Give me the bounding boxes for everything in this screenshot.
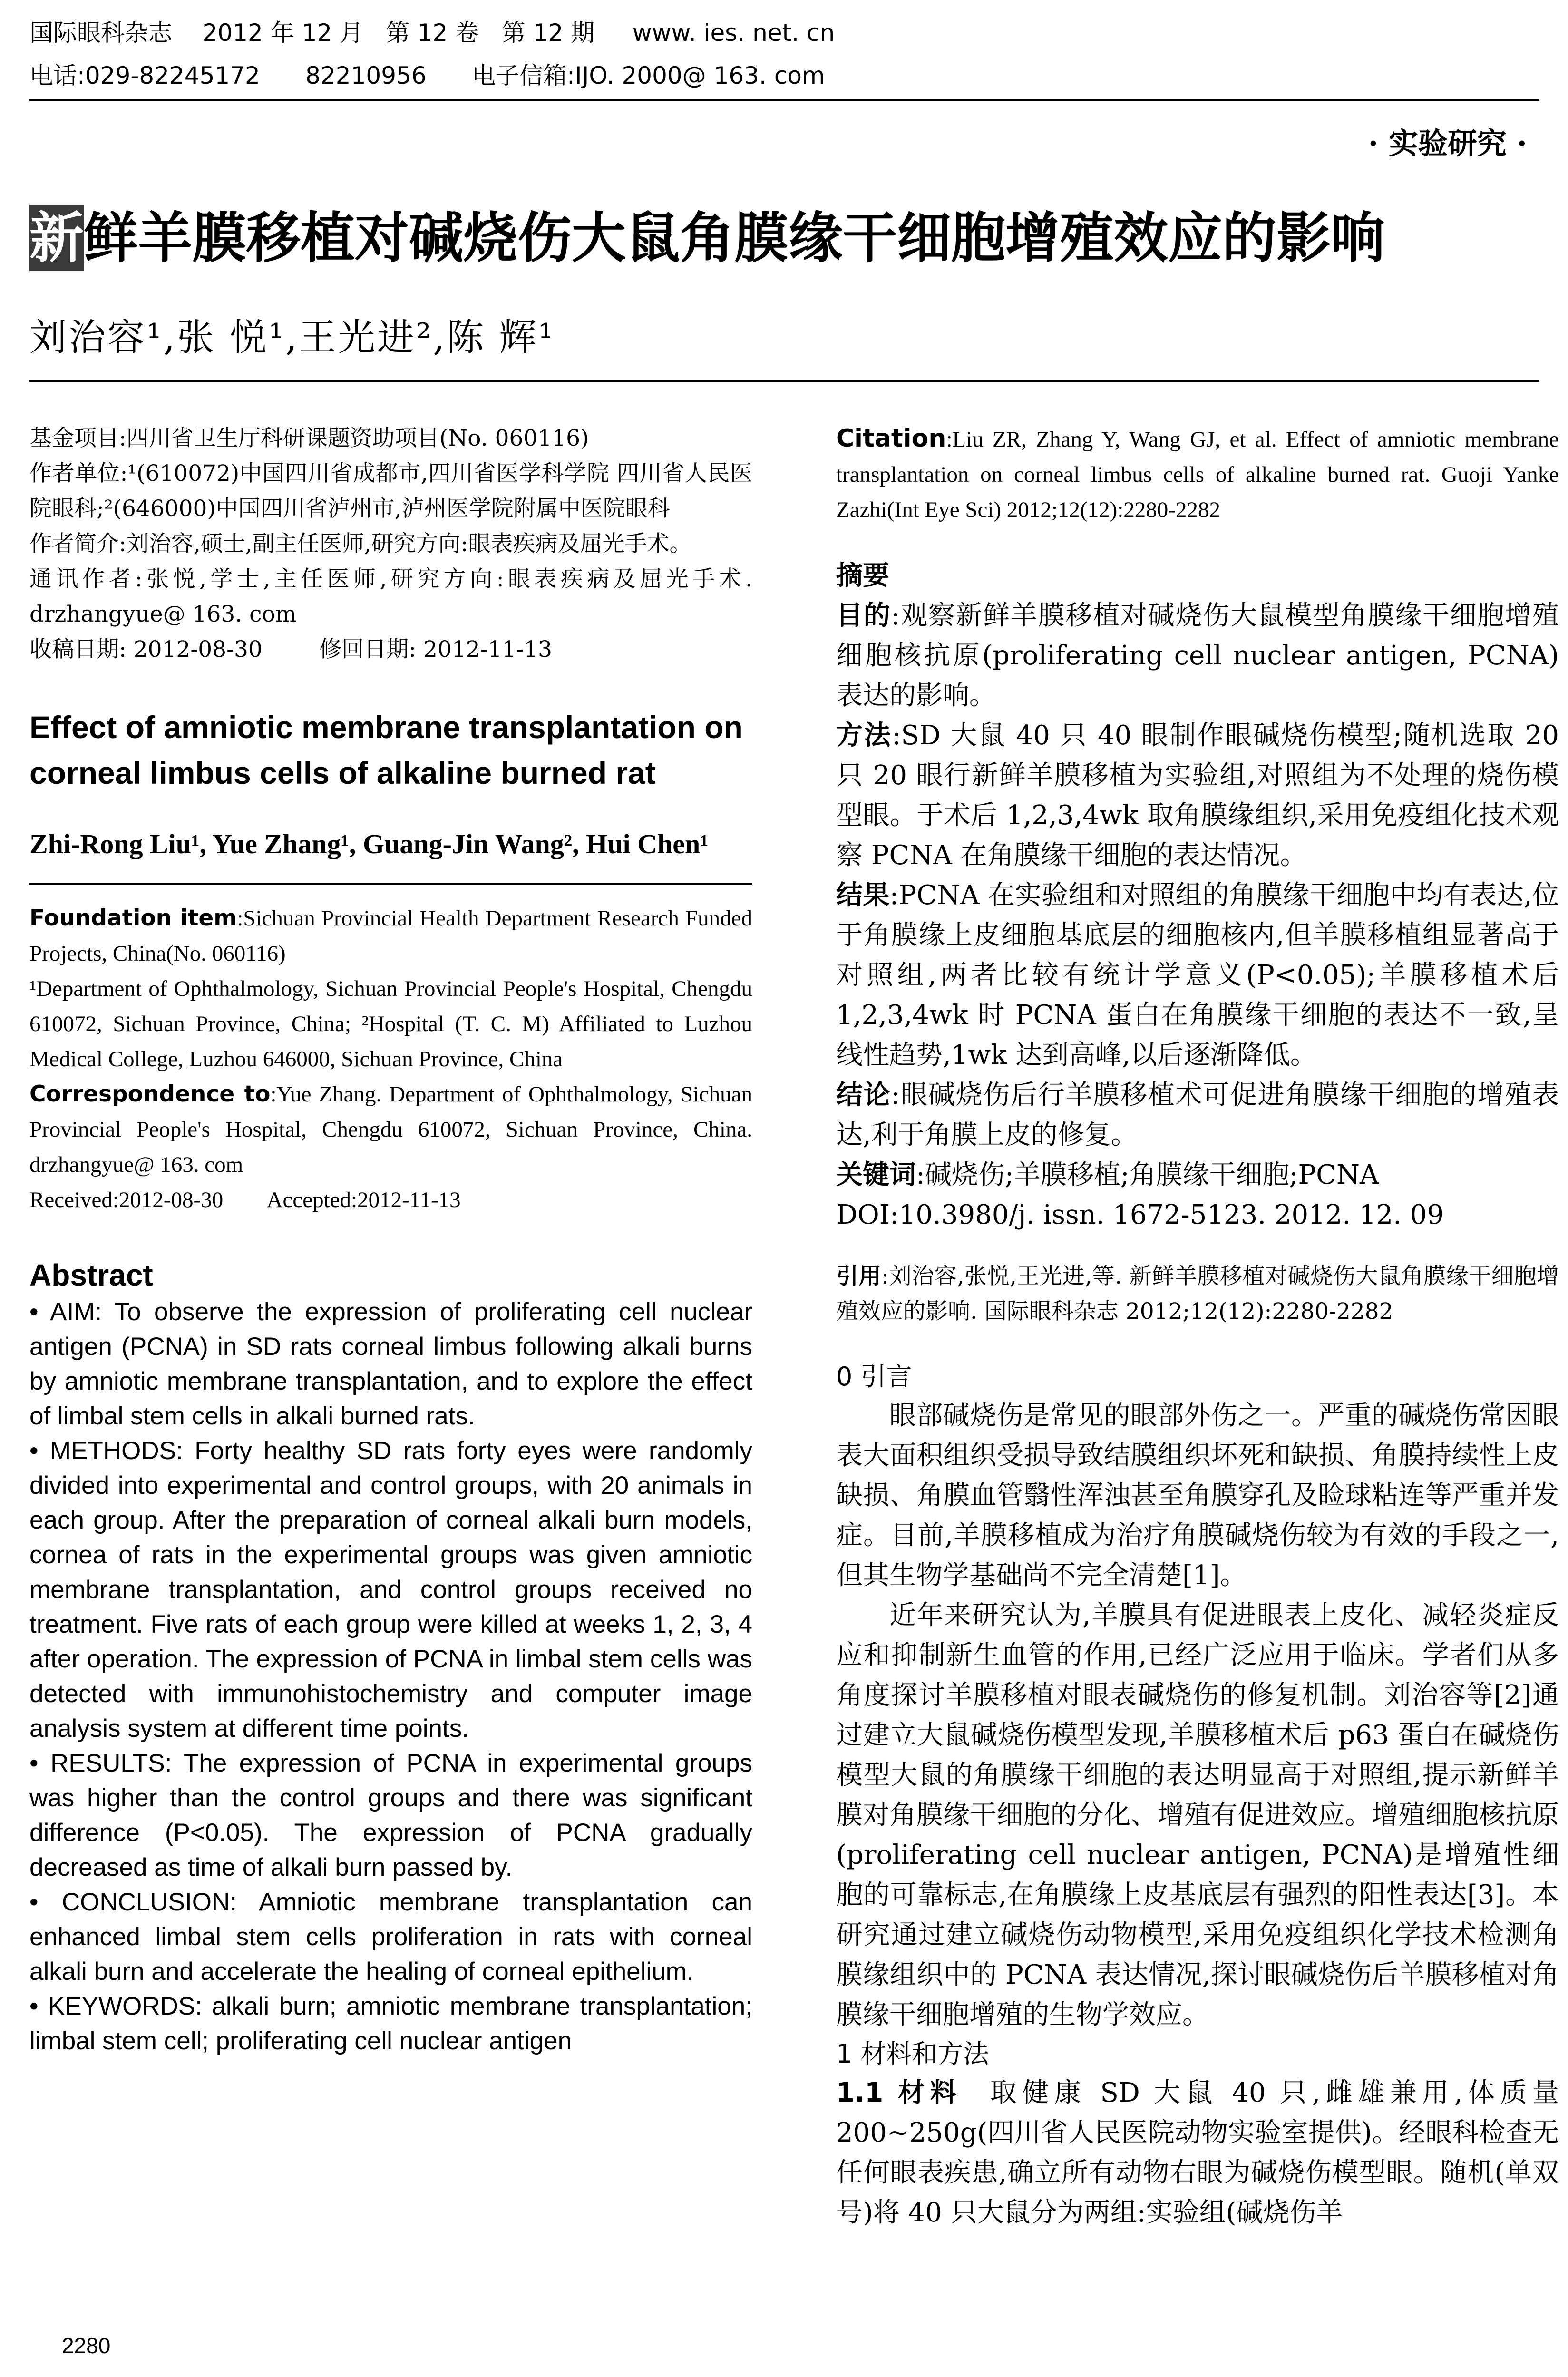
materials-body <box>836 2073 1568 2233</box>
affiliation-en: ¹Department of Ophthalmology, Sichuan Provincial People's Hospital, Chengdu 610072, Sichuan Province, China; ²Hospital (T. C. M) Affiliated to Luzhou Medical College, Luzhou 646000, Sichuan Province, China <box>29 976 752 1072</box>
left-column <box>29 421 752 2058</box>
cite-label: 引用 <box>836 1263 882 1289</box>
conclusion-text: :眼碱烧伤后行羊膜移植术可促进角膜缘干细胞的增殖表达,利于角膜上皮的修复。 <box>836 1080 1559 1150</box>
cite-cn-block <box>836 1259 1559 1329</box>
abstract-heading-en: Abstract <box>29 1258 153 1292</box>
citation-text: :Liu ZR, Zhang Y, Wang GJ, et al. Effect of amniotic membrane transplantation on corneal limbus cells of alkaline burned rat. Guoji Yanke Zazhi(Int Eye Sci) 2012;12(12):2280-2282 <box>836 427 1559 522</box>
title-rule <box>29 380 1539 382</box>
materials-paragraph <box>836 2073 1568 2233</box>
abstract-conclusion: • CONCLUSION: Amniotic membrane transplantation can enhanced limbal stem cells proliferation in rats with corneal alkali burn and accelerate the healing of corneal epithelium. <box>29 1888 752 1986</box>
header-rule <box>29 99 1539 101</box>
corresponding-author-line: 通讯作者:张悦,学士,主任医师,研究方向:眼表疾病及屈光手术. drzhangyue@ 163. com <box>29 566 752 627</box>
keywords-label: 关键词 <box>836 1159 916 1190</box>
right-column <box>836 421 1568 2233</box>
abstract-cn <box>836 556 1559 1235</box>
methods-heading: 1 材料和方法 <box>836 2039 989 2069</box>
conclusion-label: 结论 <box>836 1080 891 1111</box>
correspondence <box>29 1077 752 1182</box>
abstract-aim: • AIM: To observe the expression of proliferating cell nuclear antigen (PCNA) in SD rats corneal limbus following alkali burns by amniotic membrane transplantation, and to explore the effect of limbal stem cells in alkali burned rats. <box>29 1298 752 1430</box>
english-title: Effect of amniotic membrane transplantation on corneal limbus cells of alkaline burned rat <box>29 710 743 790</box>
title-first-char: 新 <box>29 205 84 271</box>
foundation-text: :Sichuan Provincial Health Department Research Funded Projects, China(No. 060116) <box>29 906 752 966</box>
cite-text: :刘治容,张悦,王光进,等. 新鲜羊膜移植对碱烧伤大鼠角膜缘干细胞增殖效应的影响. 国际眼科杂志 2012;12(12):2280-2282 <box>836 1263 1559 1325</box>
affiliation-line: 作者单位:¹(610072)中国四川省成都市,四川省医学科学院 四川省人民医院眼科;²(646000)中国四川省泸州市,泸州医学院附属中医院眼科 <box>29 460 752 522</box>
page-number: 2280 <box>62 2333 111 2358</box>
abstract-cn-aim <box>836 596 1559 716</box>
results-label: 结果 <box>836 880 890 911</box>
intro-heading: 0 引言 <box>836 1362 912 1392</box>
abstract-keywords: • KEYWORDS: alkali burn; amniotic membrane transplantation; limbal stem cell; proliferating cell nuclear antigen <box>29 1992 752 2055</box>
citation-block <box>836 421 1559 527</box>
correspondence-label: Correspondence to <box>29 1081 271 1107</box>
intro-paragraph-2: 近年来研究认为,羊膜具有促进眼表上皮化、减轻炎症反应和抑制新生血管的作用,已经广泛应用于临床。学者们从多角度探讨羊膜移植对眼表碱烧伤的修复机制。刘治容等[2]通过建立大鼠碱烧伤模型发现,羊膜移植术后 p63 蛋白在碱烧伤模型大鼠的角膜缘干细胞的表达明显高于对照组,提示新鲜羊膜对角膜缘干细胞的分化、增殖有促进效应。增殖细胞核抗原(proliferating cell nuclear antigen, PCNA)是增殖性细胞的可靠标志,在角膜缘上皮基底层有强烈的阳性表达[3]。本研究通过建立碱烧伤动物模型,采用免疫组织化学技术检测角膜缘组织中的 PCNA 表达情况,探讨眼碱烧伤后羊膜移植对角膜缘干细胞增殖的生物学效应。 <box>836 1600 1559 2030</box>
dates-line: 收稿日期: 2012-08-30 修回日期: 2012-11-13 <box>29 636 553 662</box>
abstract-methods: • METHODS: Forty healthy SD rats forty eyes were randomly divided into experimental and control groups, with 20 animals in each group. After the preparation of corneal alkali burn models, cornea of rats in the experimental groups was given amniotic membrane transplantation, and control groups received no treatment. Five rats of each group were killed at weeks 1, 2, 3, 4 after operation. The expression of PCNA in limbal stem cells was detected with immunohistochemistry and computer image analysis system at different time points. <box>29 1437 752 1743</box>
results-text: :PCNA 在实验组和对照组的角膜缘干细胞中均有表达,位于角膜缘上皮细胞基底层的细胞核内,但羊膜移植组显著高于对照组,两者比较有统计学意义(P<0.05);羊膜移植术后 1,2,3,4wk 时 PCNA 蛋白在角膜缘干细胞的表达不一致,呈线性趋势,1wk 达到高峰,以后逐渐降低。 <box>836 880 1559 1071</box>
abstract-heading-cn: 摘要 <box>836 560 889 591</box>
methods-label: 方法 <box>836 720 892 751</box>
journal-header-line2: 电话:029-82245172 82210956 电子信箱:IJO. 2000@ 163. com <box>29 62 825 89</box>
keywords-text: :碱烧伤;羊膜移植;角膜缘干细胞;PCNA <box>916 1159 1379 1190</box>
section-tag: · 实验研究 · <box>1368 126 1527 161</box>
abstract-results: • RESULTS: The expression of PCNA in experimental groups was higher than the control groups and there was significant difference (P<0.05). The expression of PCNA gradually decreased as time of alkali burn passed by. <box>29 1749 752 1881</box>
authors-cn: 刘治容¹,张 悦¹,王光进²,陈 辉¹ <box>29 316 555 359</box>
doi-line: DOI:10.3980/j. issn. 1672-5123. 2012. 12. 09 <box>836 1199 1444 1230</box>
abstract-cn-keywords <box>836 1155 1559 1195</box>
journal-header-line1: 国际眼科杂志 2012 年 12 月 第 12 卷 第 12 期 www. ies. net. cn <box>29 19 835 47</box>
abstract-en <box>29 1295 752 2058</box>
article-title <box>29 205 1385 271</box>
correspondence-text: :Yue Zhang. Department of Ophthalmology, Sichuan Provincial People's Hospital, Chengdu 610072, Sichuan Province, China. drzhangyue@ 163. com <box>29 1082 752 1177</box>
received-line: Received:2012-08-30 Accepted:2012-11-13 <box>29 1188 461 1212</box>
left-info-rule <box>29 883 752 885</box>
abstract-cn-conclusion <box>836 1075 1559 1155</box>
intro-body <box>836 1396 1559 2035</box>
en-info-block <box>29 901 752 1218</box>
abstract-cn-methods <box>836 716 1559 876</box>
author-intro-line: 作者简介:刘治容,硕士,副主任医师,研究方向:眼表疾病及屈光手术。 <box>29 531 692 557</box>
title-rest: 鲜羊膜移植对碱烧伤大鼠角膜缘干细胞增殖效应的影响 <box>84 206 1385 270</box>
foundation-item <box>29 901 752 971</box>
funding-line: 基金项目:四川省卫生厅科研课题资助项目(No. 060116) <box>29 425 589 451</box>
abstract-cn-results <box>836 876 1559 1075</box>
materials-label: 1.1 材料 <box>836 2077 963 2108</box>
methods-text: :SD 大鼠 40 只 40 眼制作眼碱烧伤模型;随机选取 20 只 20 眼行新鲜羊膜移植为实验组,对照组为不处理的烧伤模型眼。于术后 1,2,3,4wk 取角膜缘组织,采用免疫组化技术观察 PCNA 在角膜缘干细胞的表达情况。 <box>836 720 1559 871</box>
materials-text: 取健康 SD 大鼠 40 只,雌雄兼用,体质量 200~250g(四川省人民医院动物实验室提供)。经眼科检查无任何眼表疾患,确立所有动物右眼为碱烧伤模型眼。随机(单双号)将 40 只大鼠分为两组:实验组(碱烧伤羊 <box>836 2077 1568 2228</box>
english-authors: Zhi-Rong Liu¹, Yue Zhang¹, Guang-Jin Wang², Hui Chen¹ <box>29 828 709 859</box>
foundation-label: Foundation item <box>29 905 237 931</box>
cn-info-block <box>29 421 752 667</box>
intro-paragraph-1: 眼部碱烧伤是常见的眼部外伤之一。严重的碱烧伤常因眼表大面积组织受损导致结膜组织坏死和缺损、角膜持续性上皮缺损、角膜血管翳性浑浊甚至角膜穿孔及睑球粘连等严重并发症。目前,羊膜移植成为治疗角膜碱烧伤较为有效的手段之一,但其生物学基础尚不完全清楚[1]。 <box>836 1400 1559 1591</box>
aim-text: :观察新鲜羊膜移植对碱烧伤大鼠模型角膜缘干细胞增殖细胞核抗原(proliferating cell nuclear antigen, PCNA)表达的影响。 <box>836 600 1559 711</box>
citation-label: Citation <box>836 424 946 453</box>
aim-label: 目的 <box>836 600 891 631</box>
